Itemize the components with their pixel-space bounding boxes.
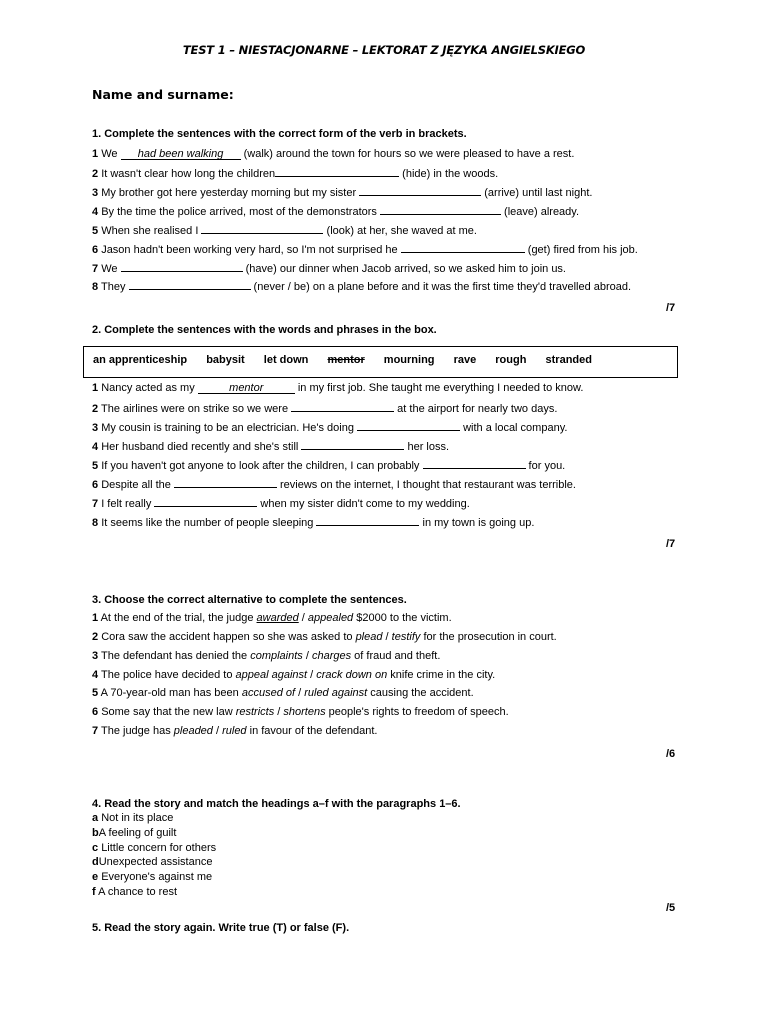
word-box-item: stranded <box>545 354 592 366</box>
s4-heading-b: bA feeling of guilt <box>92 827 177 839</box>
s4-heading-e: e Everyone's against me <box>92 871 213 883</box>
s2-item-7: 7 I felt really when my sister didn't come to my wedding. <box>92 498 470 510</box>
name-surname-label: Name and surname: <box>92 87 234 102</box>
s1-answer-blank-8[interactable] <box>129 279 251 290</box>
s2-answer-blank-4[interactable] <box>301 439 404 450</box>
s2-answer-blank-6[interactable] <box>174 477 277 488</box>
s2-answer-blank-8[interactable] <box>316 515 419 526</box>
document-title: TEST 1 – NIESTACJONARNE – LEKTORAT Z JĘZYKA ANGIELSKIEGO <box>182 43 586 57</box>
s3-option-3a[interactable]: complaints <box>250 650 303 662</box>
s1-answer-blank-6[interactable] <box>401 242 525 253</box>
s1-answer-blank-5[interactable] <box>201 223 323 234</box>
s2-item-6: 6 Despite all the reviews on the internet, I thought that restaurant was terrible. <box>92 479 576 491</box>
s3-option-7b[interactable]: ruled <box>222 725 247 737</box>
s3-option-1a[interactable]: awarded <box>256 612 299 624</box>
s3-option-7a[interactable]: pleaded <box>173 725 213 737</box>
s2-answer-blank-1[interactable]: mentor <box>198 383 295 394</box>
s3-option-5b[interactable]: ruled against <box>304 687 368 699</box>
s2-item-1: 1 Nancy acted as my mentor in my first job. She taught me everything I needed to know. <box>92 382 584 394</box>
section4-heading: 4. Read the story and match the headings a–f with the paragraphs 1–6. <box>92 798 461 810</box>
s1-answer-blank-4[interactable] <box>380 204 501 215</box>
s1-item-4: 4 By the time the police arrived, most of the demonstrators (leave) already. <box>92 206 580 218</box>
s3-option-2b[interactable]: testify <box>391 631 421 643</box>
s2-answer-blank-3[interactable] <box>357 420 460 431</box>
word-box-item: let down <box>263 354 309 366</box>
s2-item-5: 5 If you haven't got anyone to look after the children, I can probably for you. <box>92 460 566 472</box>
s2-item-3: 3 My cousin is training to be an electrician. He's doing with a local company. <box>92 422 568 434</box>
s1-item-2: 2 It wasn't clear how long the children (hide) in the woods. <box>92 168 499 180</box>
word-box-list <box>93 354 608 366</box>
s4-heading-a: a Not in its place <box>92 812 174 824</box>
s3-option-2a[interactable]: plead <box>355 631 383 643</box>
word-box-item-used: mentor <box>327 354 365 366</box>
s2-answer-blank-5[interactable] <box>423 458 526 469</box>
section4-score: /5 <box>666 902 676 914</box>
s3-item-5: 5 A 70-year-old man has been accused of / ruled against causing the accident. <box>92 687 474 699</box>
s1-item-8: 8 They (never / be) on a plane before and it was the first time they'd travelled abroad. <box>92 281 632 293</box>
word-box-item: rave <box>453 354 477 366</box>
s1-answer-blank-7[interactable] <box>121 261 243 272</box>
s1-answer-blank-3[interactable] <box>359 185 481 196</box>
section3-score: /6 <box>666 748 676 760</box>
section1-heading: 1. Complete the sentences with the correct form of the verb in brackets. <box>92 128 467 140</box>
s3-item-6: 6 Some say that the new law restricts / shortens people's rights to freedom of speech. <box>92 706 509 718</box>
s2-answer-blank-2[interactable] <box>291 401 394 412</box>
section1-score: /7 <box>666 302 676 314</box>
s2-answer-blank-7[interactable] <box>154 496 257 507</box>
section2-score: /7 <box>666 538 676 550</box>
s3-item-7: 7 The judge has pleaded / ruled in favour of the defendant. <box>92 725 378 737</box>
s3-item-2: 2 Cora saw the accident happen so she was asked to plead / testify for the prosecution in court. <box>92 631 557 643</box>
s3-option-6a[interactable]: restricts <box>235 706 275 718</box>
s4-heading-d: dUnexpected assistance <box>92 856 213 868</box>
s3-option-1b[interactable]: appealed <box>307 612 354 624</box>
word-box-item: mourning <box>383 354 435 366</box>
s3-option-4b[interactable]: crack down on <box>316 669 388 681</box>
section5-heading: 5. Read the story again. Write true (T) or false (F). <box>92 922 350 934</box>
s3-item-1: 1 At the end of the trial, the judge awarded / appealed $2000 to the victim. <box>92 612 452 624</box>
s2-item-4: 4 Her husband died recently and she's still her loss. <box>92 441 450 453</box>
s3-option-4a[interactable]: appeal against <box>235 669 308 681</box>
word-box-item: an apprenticeship <box>93 354 188 366</box>
s2-item-2: 2 The airlines were on strike so we were at the airport for nearly two days. <box>92 403 558 415</box>
s1-item-7: 7 We (have) our dinner when Jacob arrived, so we asked him to join us. <box>92 263 566 275</box>
s1-answer-blank-2[interactable] <box>275 166 399 177</box>
s4-heading-f: f A chance to rest <box>92 886 178 898</box>
s1-item-6: 6 Jason hadn't been working very hard, so I'm not surprised he (get) fired from his job. <box>92 244 638 256</box>
s3-item-3: 3 The defendant has denied the complaints / charges of fraud and theft. <box>92 650 441 662</box>
s1-item-1: 1 We had been walking (walk) around the town for hours so we were pleased to have a rest. <box>92 148 575 160</box>
word-box-item: babysit <box>206 354 245 366</box>
s3-item-4: 4 The police have decided to appeal against / crack down on knife crime in the city. <box>92 669 496 681</box>
s3-option-5a[interactable]: accused of <box>241 687 296 699</box>
section3-heading: 3. Choose the correct alternative to complete the sentences. <box>92 594 407 606</box>
s1-item-5: 5 When she realised I (look) at her, she waved at me. <box>92 225 477 237</box>
word-box <box>83 346 678 378</box>
s1-answer-blank-1[interactable]: had been walking <box>121 149 241 160</box>
word-box-item: rough <box>495 354 527 366</box>
s4-heading-c: c Little concern for others <box>92 842 217 854</box>
s3-option-3b[interactable]: charges <box>311 650 352 662</box>
s1-item-3: 3 My brother got here yesterday morning but my sister (arrive) until last night. <box>92 187 593 199</box>
s2-item-8: 8 It seems like the number of people sleeping in my town is going up. <box>92 517 535 529</box>
s3-option-6b[interactable]: shortens <box>283 706 326 718</box>
section2-heading: 2. Complete the sentences with the words and phrases in the box. <box>92 324 437 336</box>
